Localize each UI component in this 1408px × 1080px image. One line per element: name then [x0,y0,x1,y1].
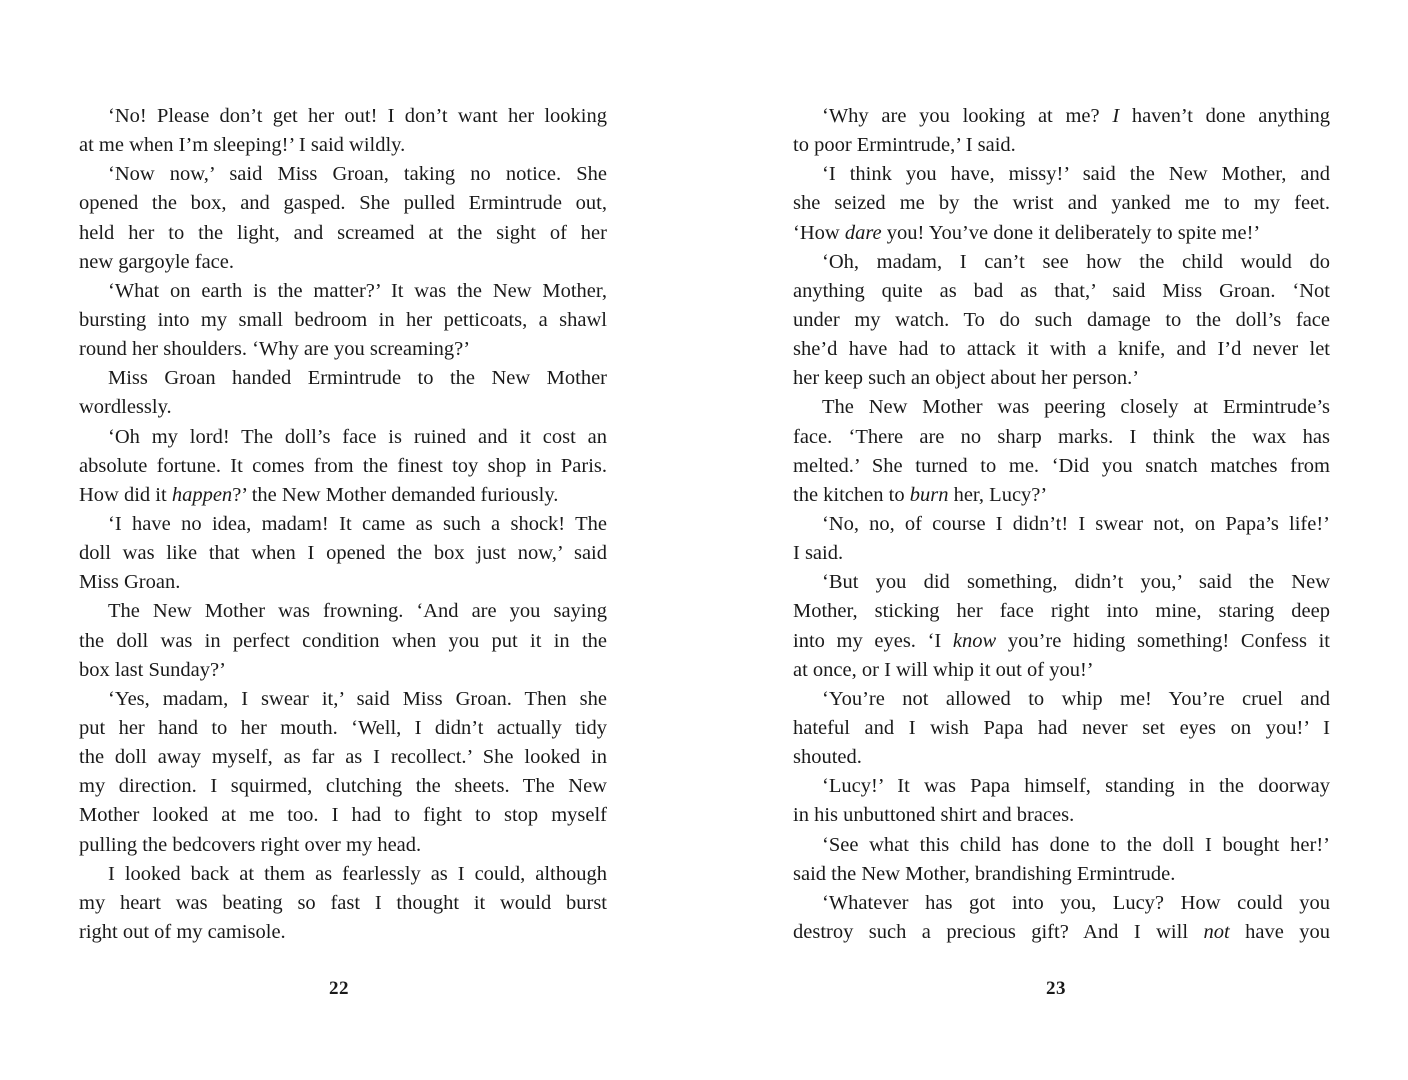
text-line: Mother, sticking her face right into mine, staring deep [793,600,1330,623]
text-line: wordlessly. [79,396,172,419]
text-line: my direction. I squirmed, clutching the sheets. The New [79,775,607,798]
text-line: pulling the bedcovers right over my head. [79,833,422,856]
text-line: ‘How dare you! You’ve done it deliberately to spite me!’ [793,221,1261,244]
text-line: said the New Mother, brandishing Ermintrude. [793,862,1176,885]
text-line: Miss Groan handed Ermintrude to the New Mother [108,367,607,390]
text-line: round her shoulders. ‘Why are you screaming?’ [79,338,471,361]
text-line: hateful and I wish Papa had never set eyes on you!’ I [793,716,1330,739]
text-line: the doll away myself, as far as I recollect.’ She looked in [79,746,607,769]
text-line: my heart was beating so fast I thought it would burst [79,891,607,914]
text-line: ‘No! Please don’t get her out! I don’t want her looking [108,105,607,127]
text-line: absolute fortune. It comes from the finest toy shop in Paris. [79,454,607,477]
text-line: ‘No, no, of course I didn’t! I swear not, on Papa’s life!’ [822,512,1330,535]
text-line: ‘Lucy!’ It was Papa himself, standing in the doorway [822,775,1330,798]
text-line: ‘Why are you looking at me? I haven’t done anything [822,105,1330,127]
text-line: anything quite as bad as that,’ said Miss Groan. ‘Not [793,279,1330,302]
text-line: into my eyes. ‘I know you’re hiding something! Confess it [793,629,1330,652]
text-line: in his unbuttoned shirt and braces. [793,804,1075,827]
text-line: she’d have had to attack it with a knife, and I’d never let [793,338,1330,361]
text-line: ‘Now now,’ said Miss Groan, taking no notice. She [108,163,607,186]
text-line: box last Sunday?’ [79,658,226,681]
text-line: she seized me by the wrist and yanked me to my feet. [793,192,1330,215]
text-line: ‘See what this child has done to the doll I bought her!’ [822,833,1330,856]
text-line: put her hand to her mouth. ‘Well, I didn’t actually tidy [79,716,607,739]
text-line: ‘Whatever has got into you, Lucy? How could you [822,891,1330,914]
text-line: Miss Groan. [79,571,181,594]
right-page-number: 23 [1046,978,1066,999]
text-line: melted.’ She turned to me. ‘Did you snatch matches from [793,454,1330,477]
right-page-text [793,102,1330,947]
text-line: I looked back at them as fearlessly as I could, although [108,862,607,885]
text-line: face. ‘There are no sharp marks. I think the wax has [793,425,1330,448]
text-line: opened the box, and gasped. She pulled Ermintrude out, [79,192,607,215]
text-line: destroy such a precious gift? And I will not have you [793,920,1331,943]
text-line: Mother looked at me too. I had to fight to stop myself [79,804,607,827]
text-line: doll was like that when I opened the box just now,’ said [79,542,607,565]
text-line: The New Mother was frowning. ‘And are you saying [108,600,607,623]
text-line: under my watch. To do such damage to the doll’s face [793,308,1330,331]
text-line: her keep such an object about her person.’ [793,367,1140,390]
text-line: ‘But you did something, didn’t you,’ said the New [822,571,1330,594]
text-line: ‘I have no idea, madam! It came as such a shock! The [108,512,607,535]
text-line: I said. [793,542,844,565]
text-line: right out of my camisole. [79,920,286,943]
text-line: ‘Yes, madam, I swear it,’ said Miss Groan. Then she [108,687,607,710]
text-line: ‘Oh, madam, I can’t see how the child would do [822,250,1330,273]
text-line: The New Mother was peering closely at Ermintrude’s [822,396,1330,419]
text-line: at me when I’m sleeping!’ I said wildly. [79,134,406,157]
text-line: bursting into my small bedroom in her petticoats, a shawl [79,308,607,331]
text-line: ‘Oh my lord! The doll’s face is ruined and it cost an [108,425,607,448]
text-line: at once, or I will whip it out of you!’ [793,658,1094,681]
text-line: shouted. [793,746,862,769]
text-line: new gargoyle face. [79,250,235,273]
left-page-text [79,102,607,947]
text-line: the kitchen to burn her, Lucy?’ [793,483,1048,506]
text-line: held her to the light, and screamed at the sight of her [79,221,607,244]
text-line: ‘You’re not allowed to whip me! You’re cruel and [822,687,1330,710]
text-line: ‘I think you have, missy!’ said the New Mother, and [822,163,1330,186]
text-line: to poor Ermintrude,’ I said. [793,134,1016,157]
left-page-number: 22 [329,978,349,999]
text-line: How did it happen?’ the New Mother demanded furiously. [79,483,559,506]
text-line: the doll was in perfect condition when you put it in the [79,629,607,652]
text-line: ‘What on earth is the matter?’ It was the New Mother, [108,279,607,302]
